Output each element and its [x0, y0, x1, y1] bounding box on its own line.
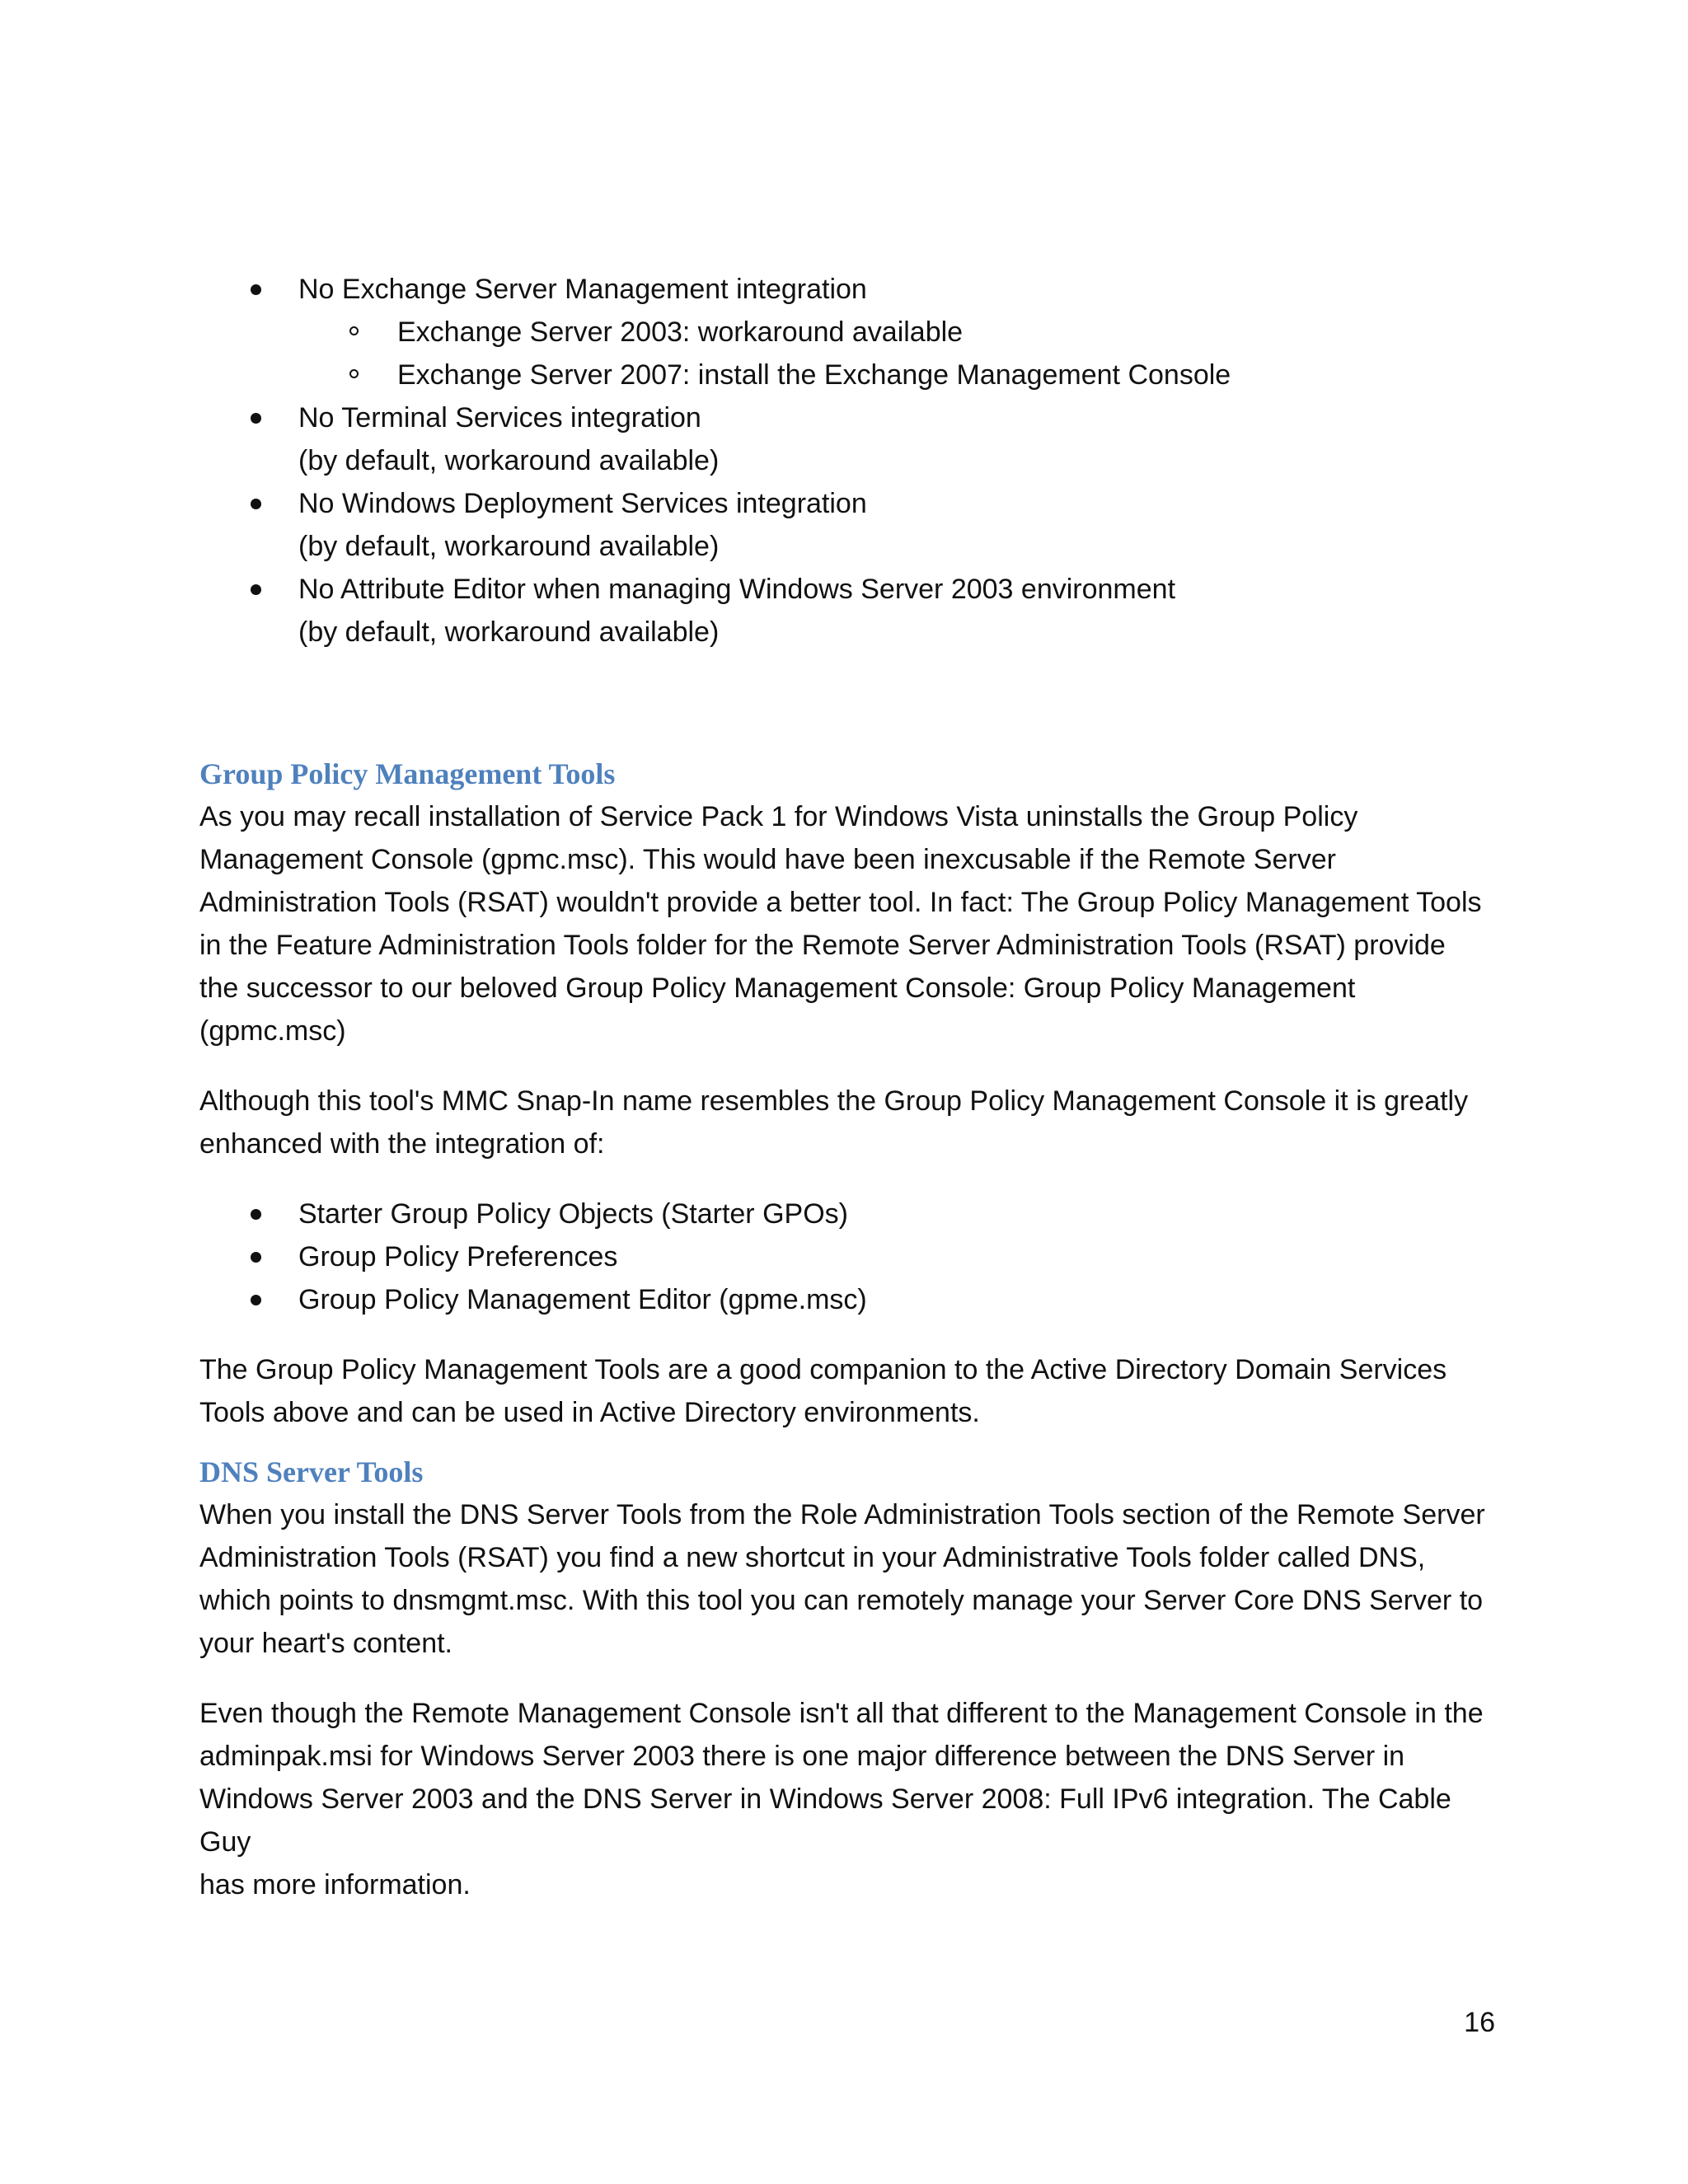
paragraph-line: which points to dnsmgmt.msc. With this tool you can remotely manage your Server Core DNS Server to [199, 1585, 1484, 1616]
sub-list-item-text: Exchange Server 2003: workaround available [397, 316, 964, 348]
bullet-icon [251, 584, 261, 595]
list-item [199, 482, 1502, 568]
list-item [199, 268, 1502, 396]
sub-list-item-text: Exchange Server 2007: install the Exchange Management Console [397, 359, 1231, 391]
bullet-icon [251, 1209, 261, 1220]
page-content [199, 268, 1502, 1906]
bullet-icon [251, 1252, 261, 1263]
gpmt-paragraph-1 [199, 795, 1502, 1052]
gpmt-paragraph-3 [199, 1348, 1502, 1434]
list-item-text: Group Policy Preferences [298, 1241, 618, 1272]
paragraph-line: has more information. [199, 1869, 471, 1900]
paragraph-line: Administration Tools (RSAT) wouldn't provide a better tool. In fact: The Group Policy Management Tools [199, 887, 1482, 918]
list-item-text: Starter Group Policy Objects (Starter GPOs) [298, 1198, 848, 1230]
list-item [199, 396, 1502, 482]
dns-paragraph-2 [199, 1692, 1502, 1906]
dns-paragraph-1 [199, 1493, 1502, 1665]
paragraph-line: As you may recall installation of Service Pack 1 for Windows Vista uninstalls the Group Policy [199, 801, 1358, 832]
paragraph-line: Management Console (gpmc.msc). This would have been inexcusable if the Remote Server [199, 844, 1336, 875]
paragraph-line: When you install the DNS Server Tools from the Role Administration Tools section of the Remote Server [199, 1499, 1485, 1530]
gpmt-feature-list [199, 1193, 1502, 1321]
paragraph-line: The Group Policy Management Tools are a good companion to the Active Directory Domain Services [199, 1354, 1447, 1385]
sub-list-item [298, 354, 1502, 396]
list-item [199, 1278, 1502, 1321]
list-item-note: (by default, workaround available) [298, 531, 720, 562]
paragraph-line: Even though the Remote Management Console isn't all that different to the Management Console in the [199, 1698, 1484, 1729]
list-item [199, 568, 1502, 654]
paragraph-line: Tools above and can be used in Active Directory environments. [199, 1397, 980, 1428]
section-heading-dns: DNS Server Tools [199, 1455, 424, 1488]
bullet-icon [251, 1295, 261, 1305]
gpmt-paragraph-2 [199, 1080, 1502, 1165]
list-item-note: (by default, workaround available) [298, 616, 720, 648]
list-item-text: No Windows Deployment Services integration [298, 488, 867, 519]
list-item [199, 1193, 1502, 1235]
paragraph-line: in the Feature Administration Tools folder for the Remote Server Administration Tools (RSAT) provide [199, 930, 1446, 961]
bullet-icon [251, 413, 261, 424]
hollow-bullet-icon [349, 369, 359, 378]
list-item [199, 1235, 1502, 1278]
paragraph-line: Administration Tools (RSAT) you find a new shortcut in your Administrative Tools folder called DNS, [199, 1542, 1426, 1573]
paragraph-line: your heart's content. [199, 1628, 452, 1659]
bullet-icon [251, 284, 261, 295]
paragraph-line: enhanced with the integration of: [199, 1128, 605, 1160]
limitations-list [199, 268, 1502, 654]
list-item-text: No Terminal Services integration [298, 402, 701, 434]
section-heading-gpmt: Group Policy Management Tools [199, 757, 616, 790]
paragraph-line: Although this tool's MMC Snap-In name resembles the Group Policy Management Console it is greatly [199, 1085, 1469, 1117]
list-item-text: No Attribute Editor when managing Windows Server 2003 environment [298, 574, 1176, 605]
list-item-text: No Exchange Server Management integration [298, 274, 867, 305]
paragraph-line: adminpak.msi for Windows Server 2003 there is one major difference between the DNS Server in [199, 1741, 1405, 1772]
list-item-text: Group Policy Management Editor (gpme.msc) [298, 1284, 867, 1315]
bullet-icon [251, 499, 261, 509]
hollow-bullet-icon [349, 326, 359, 335]
paragraph-line: Windows Server 2003 and the DNS Server in Windows Server 2008: Full IPv6 integration. The Cable Guy [199, 1783, 1451, 1858]
paragraph-line: the successor to our beloved Group Policy Management Console: Group Policy Management (gpmc.msc) [199, 972, 1356, 1047]
page-number: 16 [1464, 2007, 1495, 2038]
sub-list-item [298, 311, 1502, 354]
list-item-note: (by default, workaround available) [298, 445, 720, 476]
sub-list [298, 311, 1502, 396]
